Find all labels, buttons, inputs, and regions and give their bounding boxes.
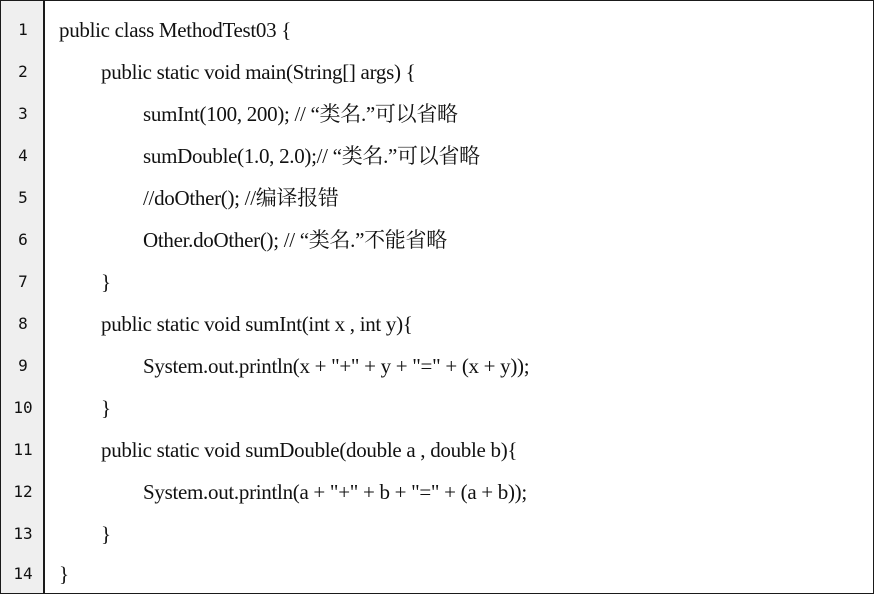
code-text: public static void sumDouble(double a , double b){: [101, 438, 518, 462]
code-text: }: [101, 522, 111, 546]
code-line: [1, 471, 873, 513]
code-text: }: [101, 396, 111, 420]
code-line: [1, 93, 873, 135]
line-number: 8: [18, 314, 28, 333]
code-text: Other.doOther(); // “类名.”不能省略: [143, 228, 447, 252]
code-text: sumInt(100, 200); // “类名.”可以省略: [143, 102, 458, 126]
line-number: 6: [18, 230, 28, 249]
code-line: [1, 261, 873, 303]
line-number: 10: [13, 398, 33, 417]
code-line: [1, 219, 873, 261]
code-text: sumDouble(1.0, 2.0);// “类名.”可以省略: [143, 144, 480, 168]
code-text: public static void sumInt(int x , int y){: [101, 312, 413, 336]
line-number: 13: [13, 524, 33, 543]
line-number: 7: [18, 272, 28, 291]
code-line: [1, 51, 873, 93]
line-number: 9: [18, 356, 28, 375]
line-number: 11: [13, 440, 33, 459]
code-text: }: [101, 270, 111, 294]
code-line: [1, 303, 873, 345]
line-number: 12: [13, 482, 33, 501]
line-number: 3: [18, 104, 28, 123]
code-text: public static void main(String[] args) {: [101, 60, 416, 84]
code-text: System.out.println(a + "+" + b + "=" + (a + b));: [143, 480, 527, 504]
code-line: [1, 513, 873, 555]
code-line: [1, 9, 873, 51]
line-number: 2: [18, 62, 28, 81]
line-number: 14: [13, 564, 33, 583]
code-line: [1, 345, 873, 387]
line-number: 5: [18, 188, 28, 207]
code-line: [1, 429, 873, 471]
code-line: [1, 387, 873, 429]
code-text: //doOther(); //编译报错: [143, 186, 339, 210]
code-line: [1, 553, 873, 595]
code-text: System.out.println(x + "+" + y + "=" + (x + y));: [143, 354, 530, 378]
line-number: 1: [18, 20, 28, 39]
line-number: 4: [18, 146, 28, 165]
code-line: [1, 177, 873, 219]
code-text: }: [59, 562, 69, 586]
code-line: [1, 135, 873, 177]
code-text: public class MethodTest03 {: [59, 18, 292, 42]
